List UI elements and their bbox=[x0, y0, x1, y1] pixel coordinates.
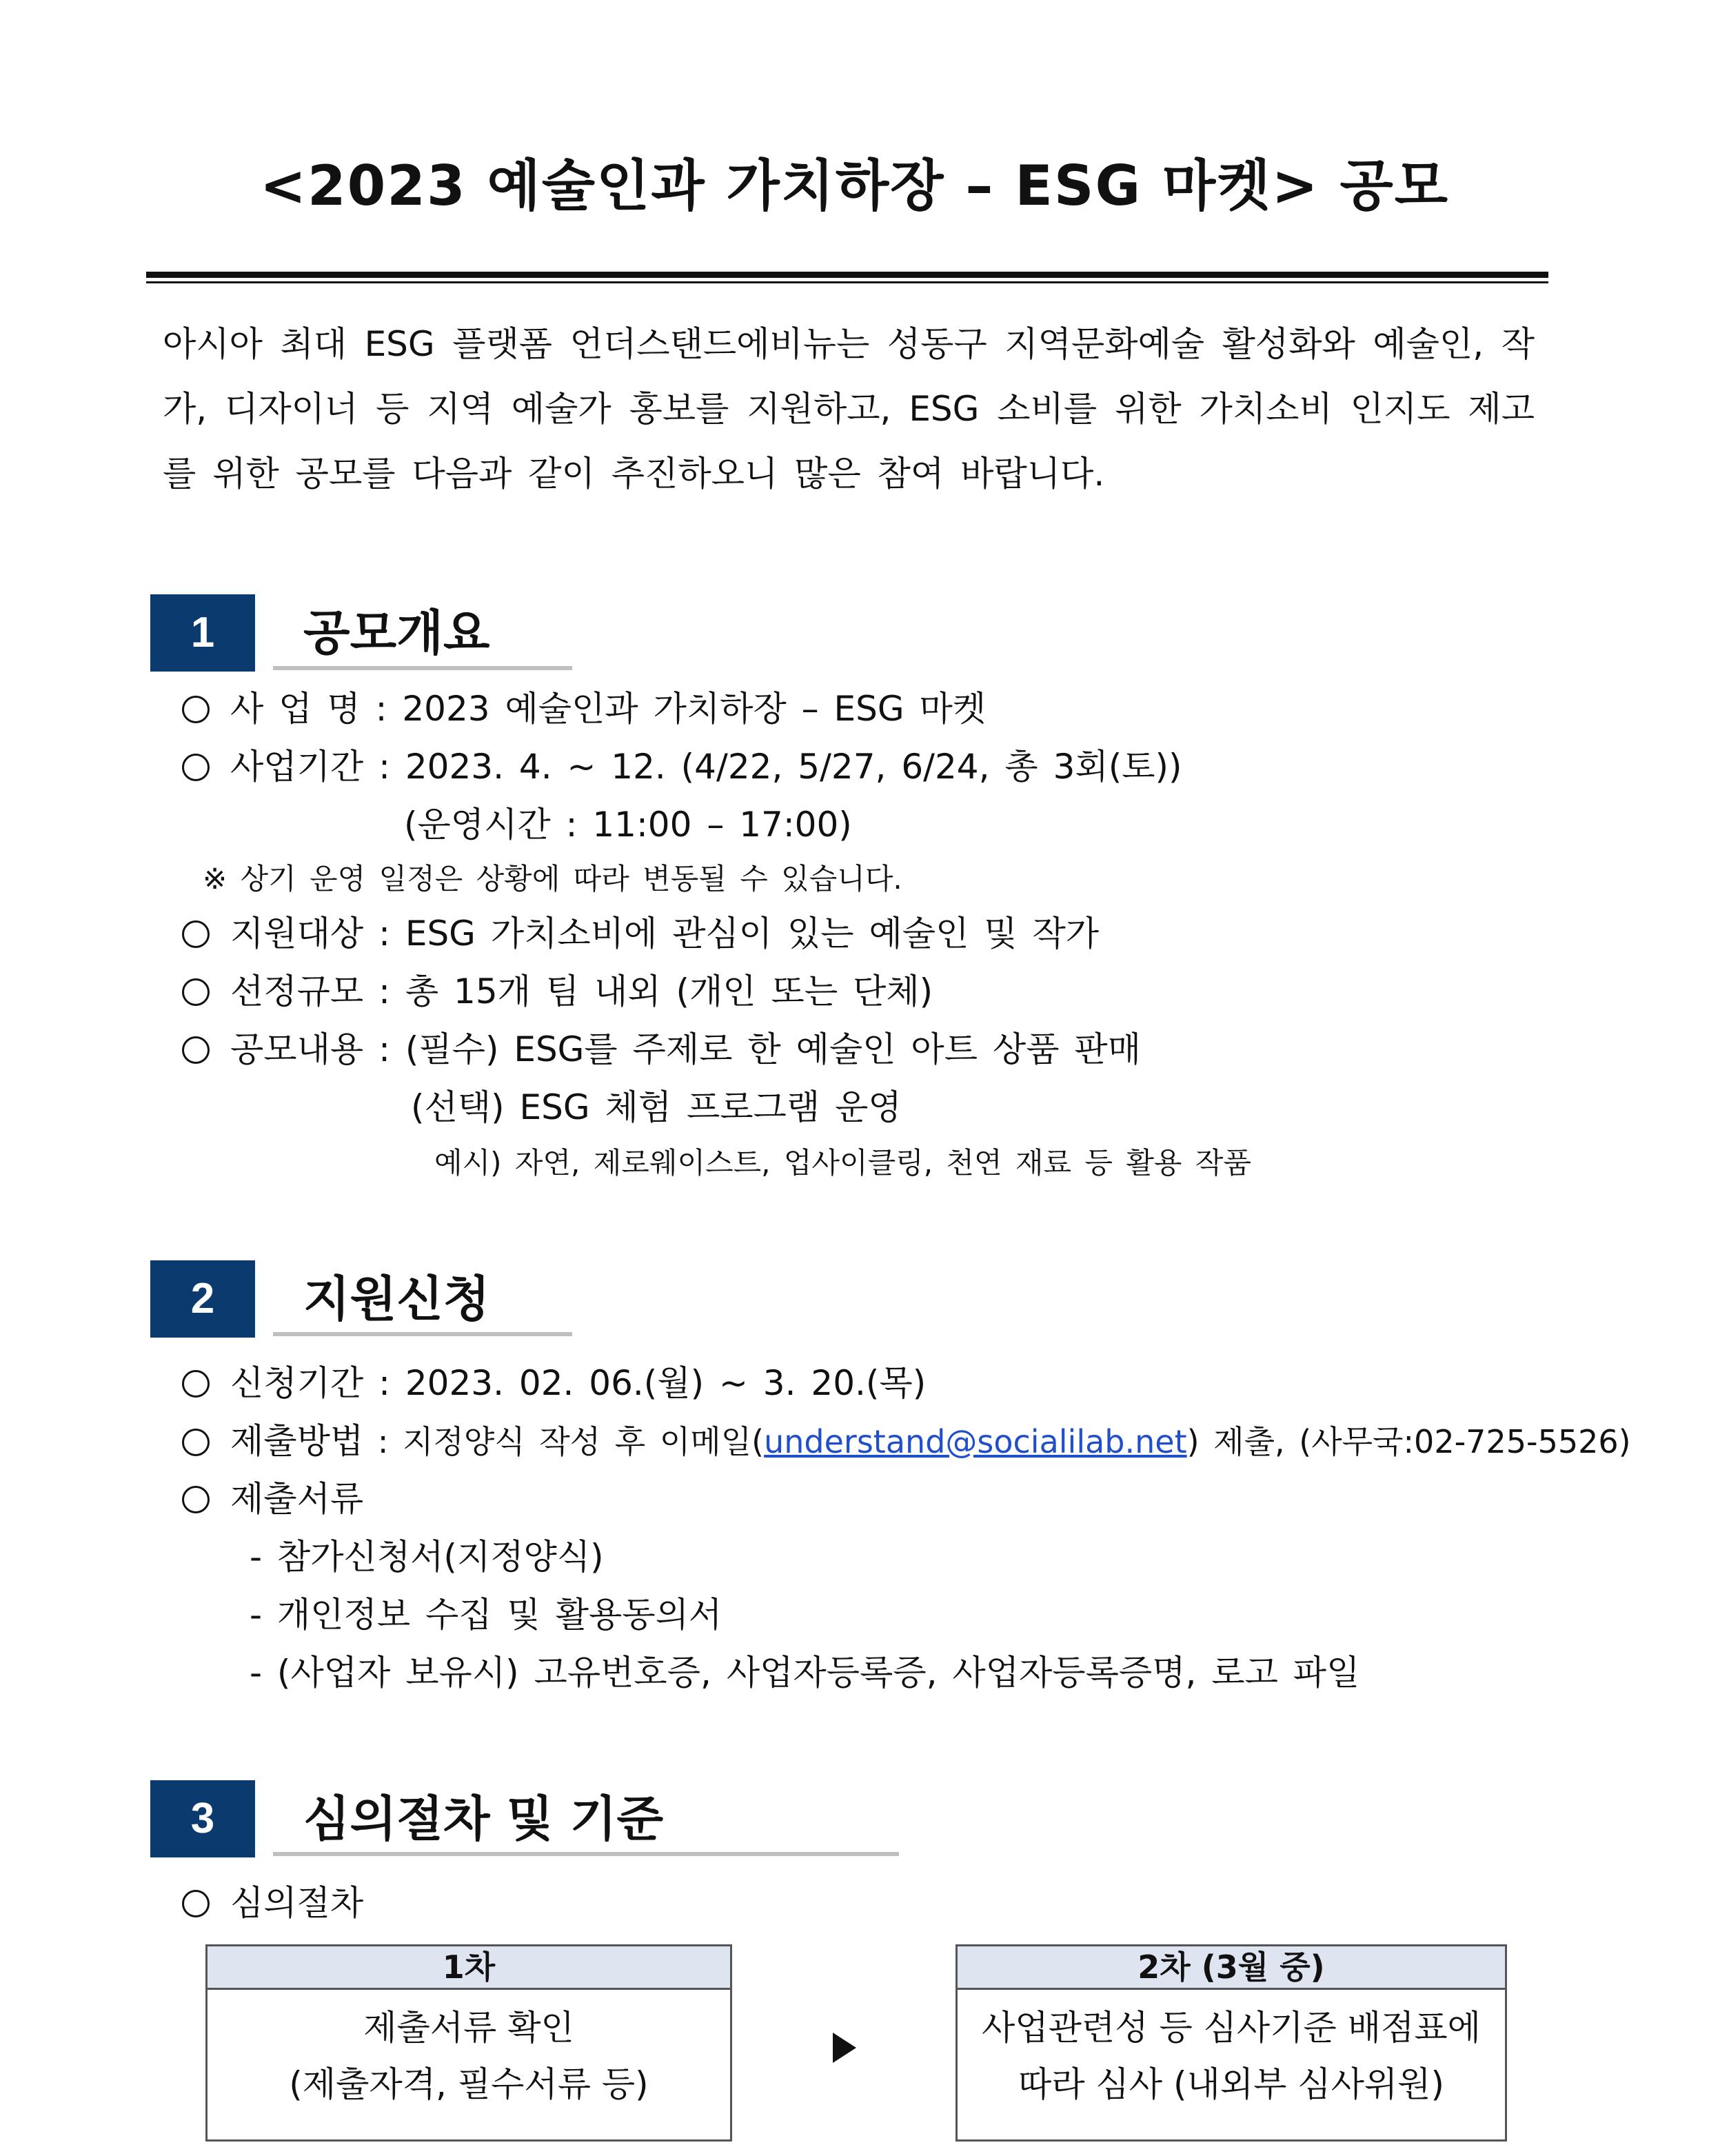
bullet-circle-icon bbox=[182, 1486, 210, 1513]
overview-item-period: 사업기간 : 2023. 4. ~ 12. (4/22, 5/27, 6/24, 총 3회(토)) bbox=[182, 739, 1182, 794]
overview-item-period-hours: (운영시간 : 11:00 – 17:00) bbox=[404, 805, 852, 845]
review-step-1-head: 1차 bbox=[208, 1946, 730, 1990]
section-3-number: 3 bbox=[150, 1780, 255, 1857]
overview-item-target: 지원대상 : ESG 가치소비에 관심이 있는 예술인 및 작가 bbox=[182, 906, 1099, 961]
title-divider-thin bbox=[146, 281, 1548, 283]
apply-item-period: 신청기간 : 2023. 02. 06.(월) ~ 3. 20.(목) bbox=[182, 1356, 926, 1411]
bullet-circle-icon bbox=[182, 1036, 210, 1064]
bullet-circle-icon bbox=[182, 978, 210, 1006]
title-divider bbox=[146, 272, 1548, 278]
apply-item-method: 제출방법 : 지정양식 작성 후 이메일(understand@socialilab.net) 제출, (사무국:02-725-5526) bbox=[182, 1413, 1631, 1469]
email-link[interactable]: understand@socialilab.net bbox=[764, 1423, 1187, 1460]
bullet-circle-icon bbox=[182, 754, 210, 781]
section-1-title: 공모개요 bbox=[303, 605, 490, 661]
schedule-note: ※ 상기 운영 일정은 상황에 따라 변동될 수 있습니다. bbox=[203, 862, 902, 896]
section-2-underline bbox=[273, 1332, 572, 1336]
section-1-underline bbox=[273, 666, 572, 670]
bullet-circle-icon bbox=[182, 696, 210, 723]
section-3-underline bbox=[273, 1852, 899, 1856]
bullet-circle-icon bbox=[182, 1429, 210, 1456]
overview-item-content-example: 예시) 자연, 제로웨이스트, 업사이클링, 천연 재료 등 활용 작품 bbox=[434, 1146, 1251, 1180]
overview-item-scale: 선정규모 : 총 15개 팀 내외 (개인 또는 단체) bbox=[182, 964, 933, 1019]
review-step-2-body: 사업관련성 등 심사기준 배점표에 따라 심사 (내외부 심사위원) bbox=[982, 2008, 1481, 2104]
overview-item-content-optional: (선택) ESG 체험 프로그램 운영 bbox=[411, 1087, 902, 1127]
review-step-2-head: 2차 (3월 중) bbox=[958, 1946, 1505, 1990]
arrow-right-icon bbox=[833, 2033, 856, 2063]
section-3-title: 심의절차 및 기준 bbox=[303, 1791, 664, 1847]
review-step-1-body: 제출서류 확인 (제출자격, 필수서류 등) bbox=[289, 2008, 649, 2104]
section-2-title: 지원신청 bbox=[303, 1271, 490, 1327]
document-list-item: - (사업자 보유시) 고유번호증, 사업자등록증, 사업자등록증명, 로고 파일 bbox=[250, 1653, 1360, 1693]
intro-paragraph: 아시아 최대 ESG 플랫폼 언더스탠드에비뉴는 성동구 지역문화예술 활성화와 예술인, 작가, 디자이너 등 지역 예술가 홍보를 지원하고, ESG 소비를 위한 가치소비 인지도 제고를 위한 공모를 다음과 같이 추진하오니 많은 참여 바랍니다. bbox=[163, 324, 1535, 494]
overview-item-content: 공모내용 : (필수) ESG를 주제로 한 예술인 아트 상품 판매 bbox=[182, 1022, 1141, 1077]
section-1-number: 1 bbox=[150, 594, 255, 672]
review-step-1-box bbox=[205, 1944, 732, 2142]
bullet-circle-icon bbox=[182, 920, 210, 948]
page-title: <2023 예술인과 가치하장 – ESG 마켓> 공모 bbox=[259, 154, 1450, 218]
bullet-circle-icon bbox=[182, 1370, 210, 1398]
review-step-2-box bbox=[955, 1944, 1507, 2142]
section-2-number: 2 bbox=[150, 1260, 255, 1338]
review-item-procedure: 심의절차 bbox=[182, 1875, 363, 1931]
apply-item-documents: 제출서류 bbox=[182, 1471, 363, 1527]
bullet-circle-icon bbox=[182, 1890, 210, 1917]
overview-item-name: 사 업 명 : 2023 예술인과 가치하장 – ESG 마켓 bbox=[182, 681, 986, 736]
document-list-item: - 개인정보 수집 및 활용동의서 bbox=[250, 1595, 722, 1635]
document-list-item: - 참가신청서(지정양식) bbox=[250, 1537, 604, 1577]
